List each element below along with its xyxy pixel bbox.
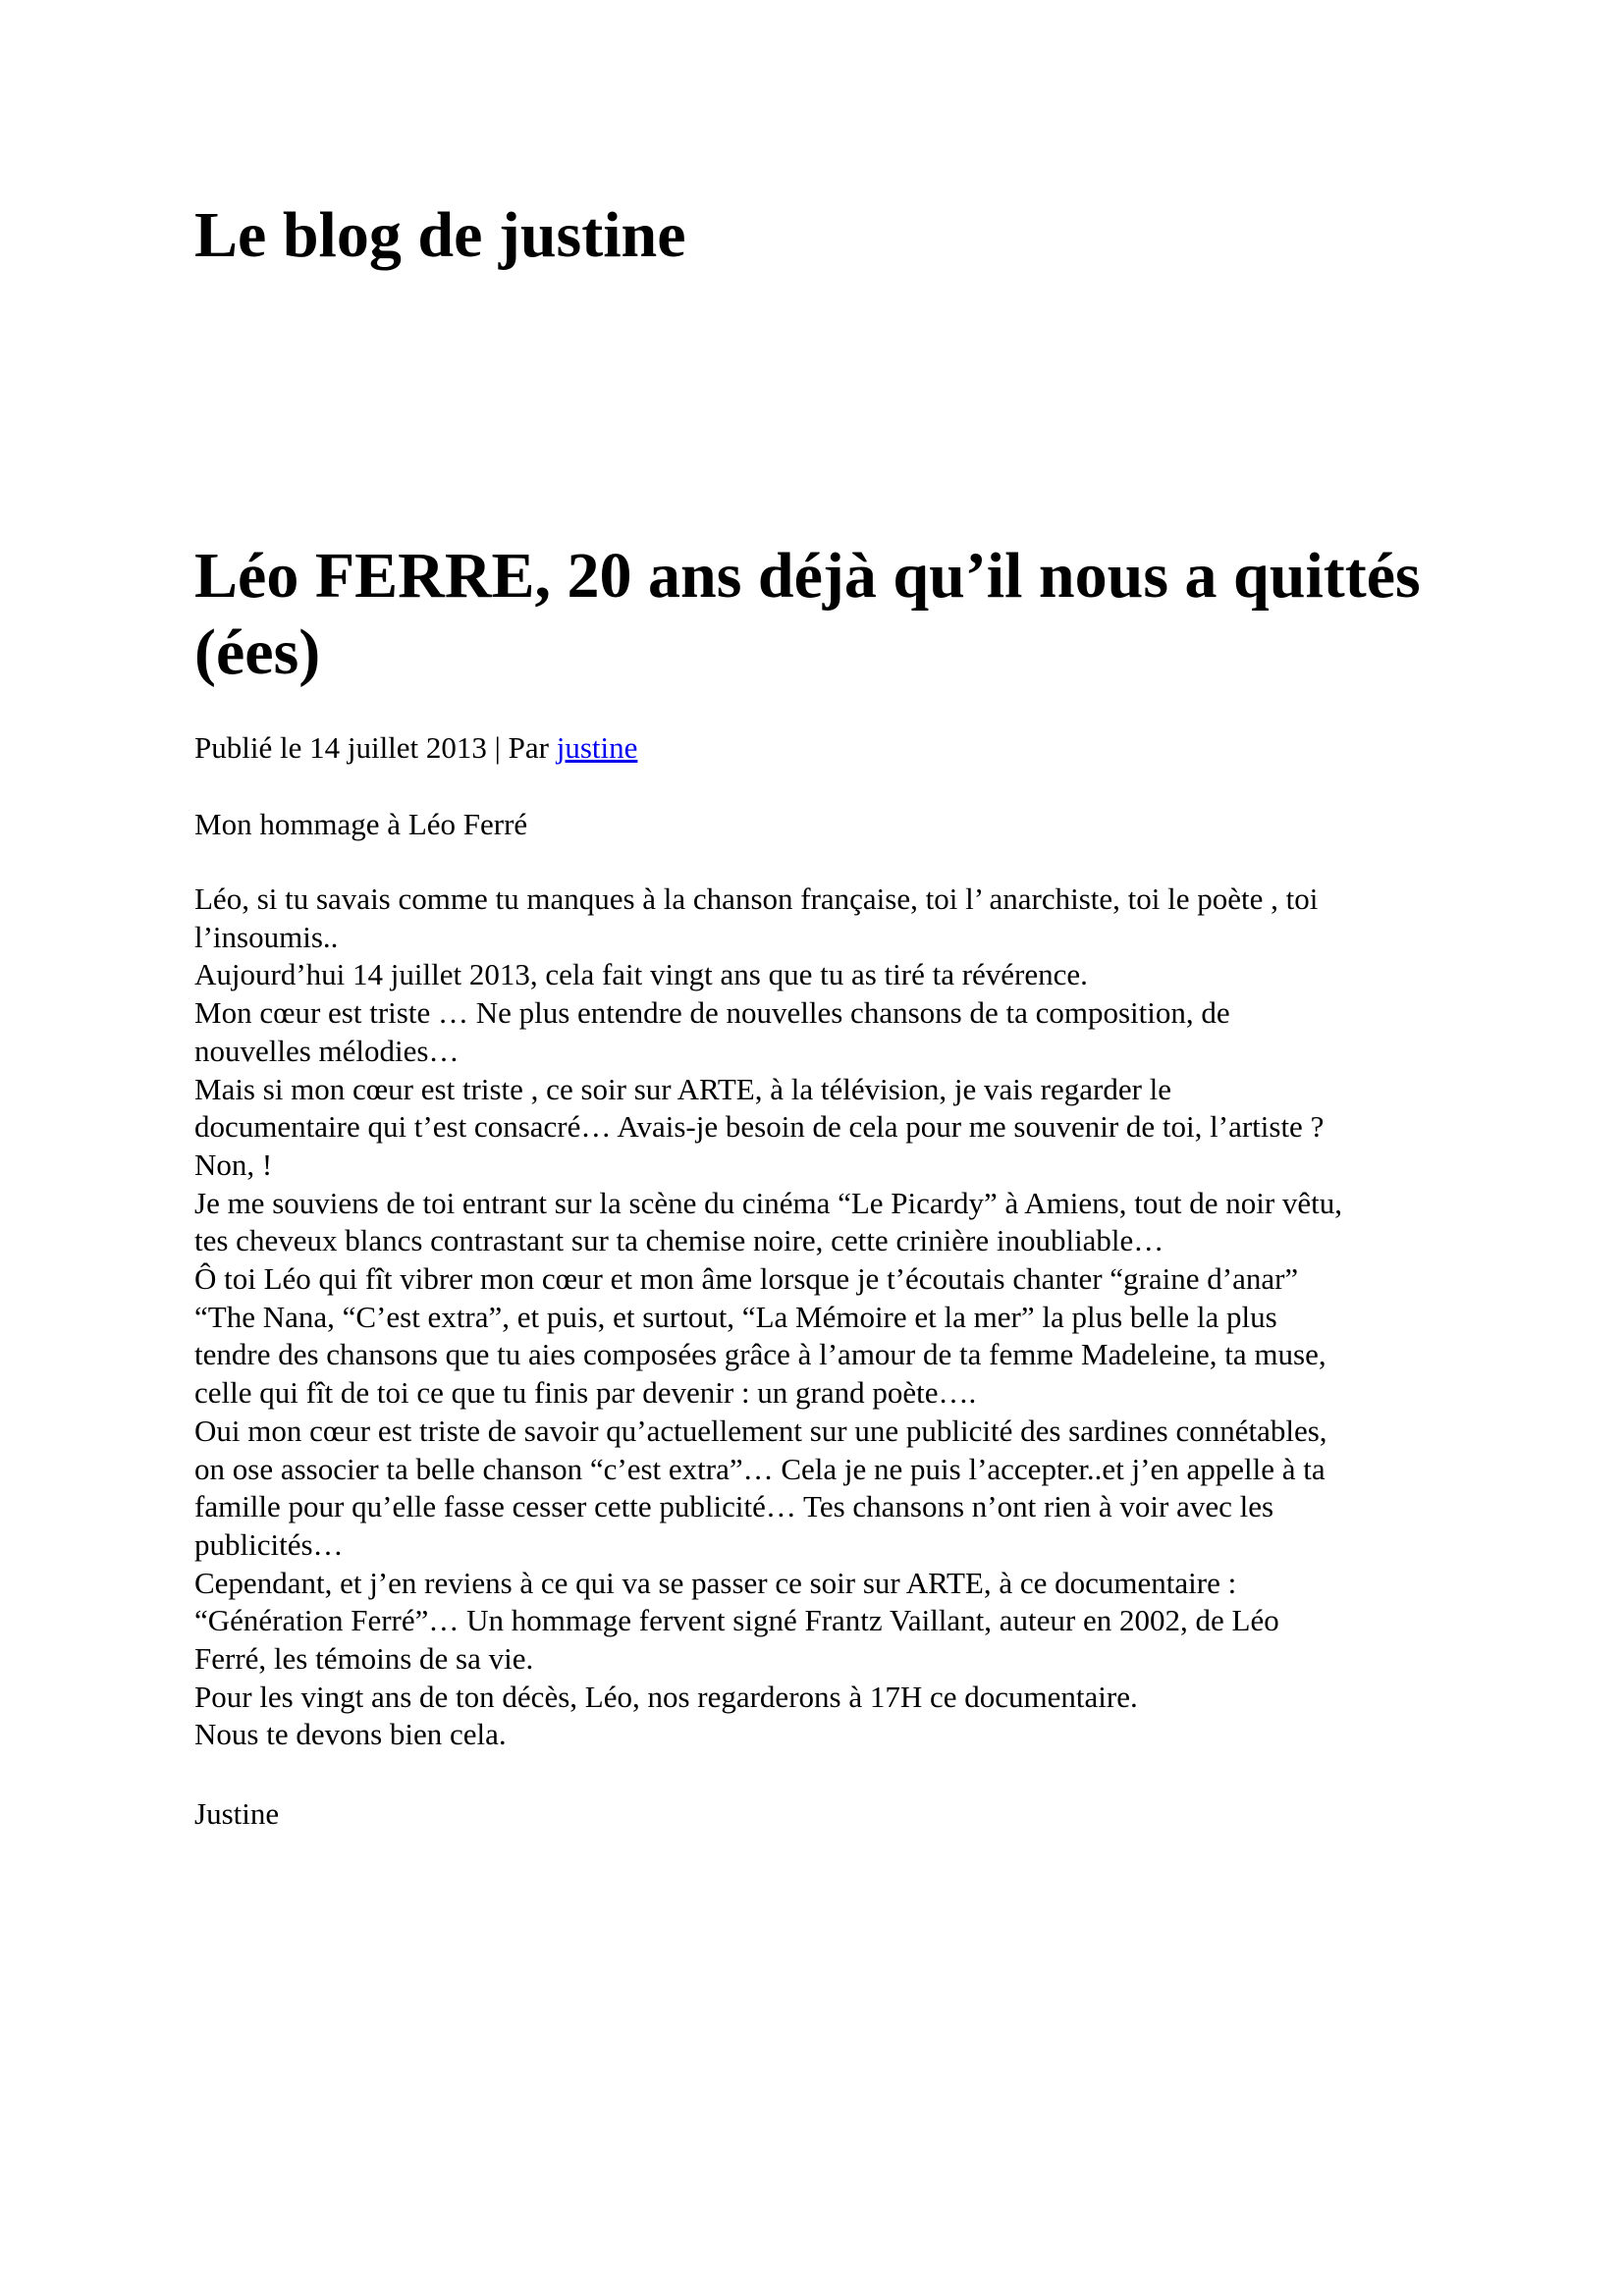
body-line: Je me souviens de toi entrant sur la scène du cinéma “Le Picardy” à Amiens, tout de noir vêtu,: [194, 1185, 1343, 1220]
body-line: “Génération Ferré”… Un hommage fervent signé Frantz Vaillant, auteur en 2002, de Léo: [194, 1603, 1279, 1638]
body-line: Cependant, et j’en reviens à ce qui va se passer ce soir sur ARTE, à ce documentaire :: [194, 1565, 1237, 1600]
post-date: Publié le 14 juillet 2013 | Par: [194, 730, 557, 765]
body-line: tes cheveux blancs contrastant sur ta chemise noire, cette crinière inoubliable…: [194, 1223, 1164, 1258]
body-line: Aujourd’hui 14 juillet 2013, cela fait vingt ans que tu as tiré ta révérence.: [194, 957, 1088, 992]
body-line: on ose associer ta belle chanson “c’est extra”… Cela je ne puis l’accepter..et j’en appelle à ta: [194, 1451, 1326, 1486]
post-meta: [194, 728, 637, 768]
body-line: nouvelles mélodies…: [194, 1033, 460, 1068]
body-line: Ô toi Léo qui fît vibrer mon cœur et mon âme lorsque je t’écoutais chanter “graine d’anar”: [194, 1261, 1299, 1297]
body-line: documentaire qui t’est consacré… Avais-je besoin de cela pour me souvenir de toi, l’artiste ?: [194, 1109, 1325, 1145]
body-line: l’insoumis..: [194, 919, 339, 954]
body-line: Nous te devons bien cela.: [194, 1717, 507, 1752]
body-line: Oui mon cœur est triste de savoir qu’actuellement sur une publicité des sardines connétables,: [194, 1413, 1327, 1448]
author-link[interactable]: justine: [556, 730, 638, 765]
body-line: Ferré, les témoins de sa vie.: [194, 1641, 534, 1677]
body-line: celle qui fît de toi ce que tu finis par devenir : un grand poète….: [194, 1375, 977, 1411]
body-line: famille pour qu’elle fasse cesser cette publicité… Tes chansons n’ont rien à voir avec les: [194, 1489, 1274, 1524]
body-line: Léo, si tu savais comme tu manques à la chanson française, toi l’ anarchiste, toi le poète , toi: [194, 881, 1319, 916]
blog-title: Le blog de justine: [194, 199, 686, 271]
post-title: Léo FERRE, 20 ans déjà qu’il nous a quittés (ées): [194, 540, 1421, 688]
body-line: Mon cœur est triste … Ne plus entendre de nouvelles chansons de ta composition, de: [194, 995, 1230, 1031]
post-body: [194, 881, 1471, 1754]
post-intro: Mon hommage à Léo Ferré: [194, 807, 528, 841]
body-line: Mais si mon cœur est triste , ce soir sur ARTE, à la télévision, je vais regarder le: [194, 1071, 1172, 1106]
body-line: Pour les vingt ans de ton décès, Léo, nos regarderons à 17H ce documentaire.: [194, 1679, 1138, 1714]
post-signature: Justine: [194, 1796, 280, 1831]
body-line: publicités…: [194, 1526, 344, 1562]
body-line: Non, !: [194, 1147, 273, 1182]
body-line: tendre des chansons que tu aies composées grâce à l’amour de ta femme Madeleine, ta muse,: [194, 1337, 1326, 1372]
body-line: “The Nana, “C’est extra”, et puis, et surtout, “La Mémoire et la mer” la plus belle la plus: [194, 1299, 1277, 1334]
